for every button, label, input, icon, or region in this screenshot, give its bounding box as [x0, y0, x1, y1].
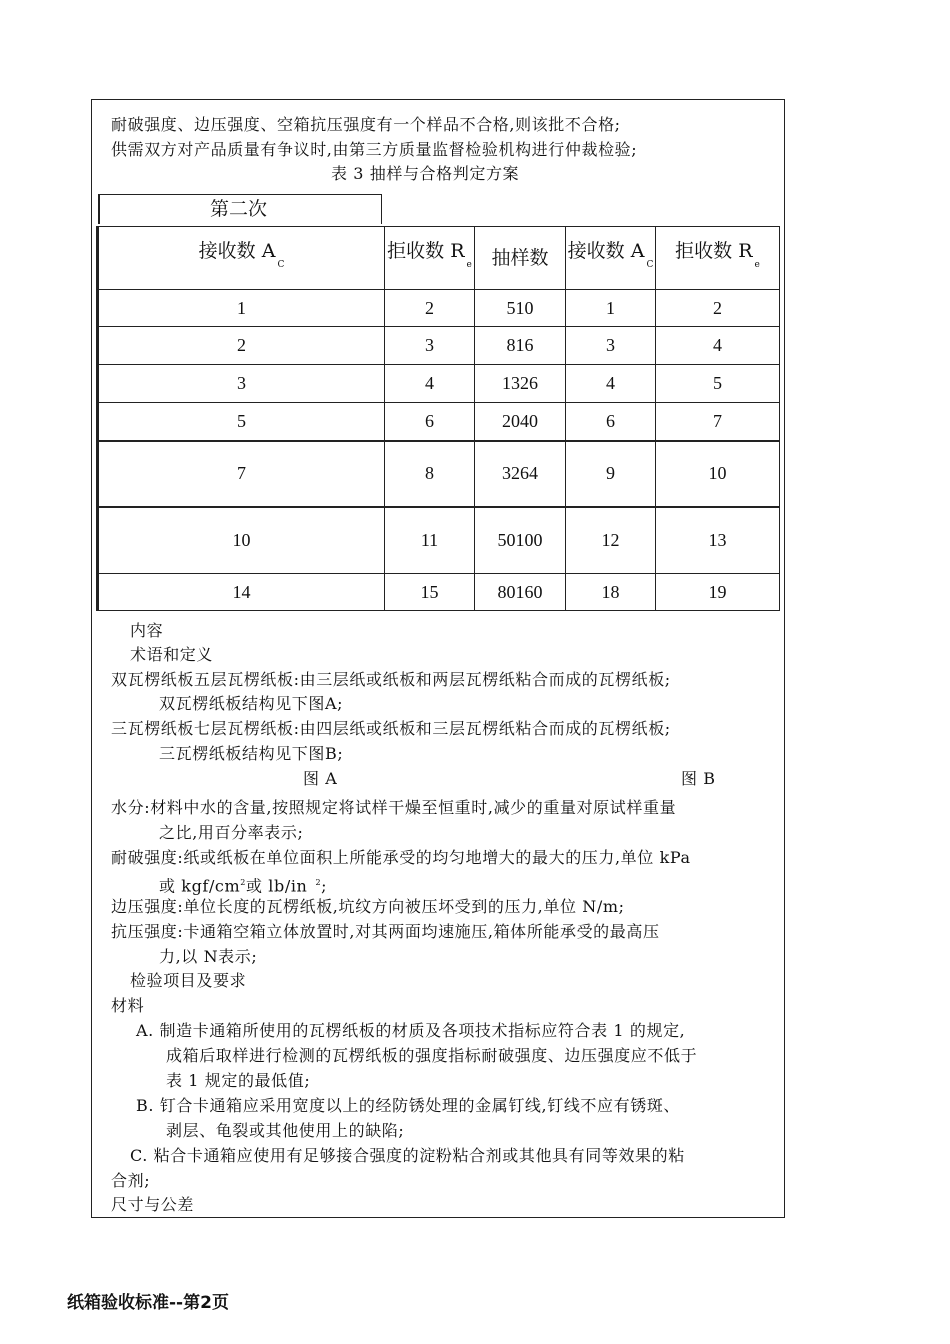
header-cell: 拒收数 $R_e$ [385, 227, 475, 290]
header-cell: 拒收数 $R_e$ [656, 227, 780, 290]
burst-strength-line-1: 耐破强度:纸或纸板在单位面积上所能承受的均匀地增大的最大的压力,单位 kPa [111, 848, 691, 867]
table-row [98, 365, 780, 403]
burst-strength-line-2: 或 kgf/$cm^2$或 lb/in $^2$; [159, 876, 328, 896]
page-footer: 纸箱验收标准--第2页 [67, 1293, 229, 1313]
section-terms: 术语和定义 [130, 645, 214, 664]
table-cell: 510 [475, 290, 566, 327]
moisture-line-2: 之比,用百分率表示; [159, 823, 304, 842]
table-cell: 1326 [475, 365, 566, 403]
table-cell: 816 [475, 327, 566, 365]
table-cell: 1 [98, 290, 385, 327]
table-cell: 18 [566, 574, 656, 611]
table-caption: 表 3 抽样与合格判定方案 [331, 164, 520, 183]
table-cell: 6 [566, 403, 656, 441]
table-cell: 15 [385, 574, 475, 611]
double-flute-figure-ref: 双瓦楞纸板结构见下图A; [159, 694, 344, 713]
header-cell: 抽样数 [475, 227, 566, 290]
section-inspection: 检验项目及要求 [130, 971, 247, 990]
figure-a-label: 图 A [303, 769, 338, 788]
section-dimensions: 尺寸与公差 [111, 1195, 195, 1214]
table-cell: 6 [385, 403, 475, 441]
triple-flute-figure-ref: 三瓦楞纸板结构见下图B; [159, 744, 344, 763]
header-cell: 接收数 $A_C$ [98, 227, 385, 290]
table-cell: 80160 [475, 574, 566, 611]
table-cell: 10 [656, 441, 780, 507]
item-b-line-2: 剥层、龟裂或其他使用上的缺陷; [166, 1121, 405, 1140]
item-c-line-1: C. 粘合卡通箱应使用有足够接合强度的淀粉粘合剂或其他具有同等效果的粘 [130, 1146, 685, 1165]
table-group-label: 第二次 [98, 194, 382, 224]
item-a-line-3: 表 1 规定的最低值; [166, 1071, 311, 1090]
table-cell: 2 [656, 290, 780, 327]
table-cell: 2 [98, 327, 385, 365]
table-cell: 3 [98, 365, 385, 403]
table-cell: 11 [385, 507, 475, 574]
table-cell: 9 [566, 441, 656, 507]
table-row [98, 327, 780, 365]
table-cell: 5 [98, 403, 385, 441]
double-flute-definition: 双瓦楞纸板五层瓦楞纸板:由三层纸或纸板和两层瓦楞纸粘合而成的瓦楞纸板; [111, 670, 671, 689]
table-row [98, 507, 780, 574]
table-cell: 4 [566, 365, 656, 403]
compression-line-2: 力,以 N表示; [159, 947, 258, 966]
section-material: 材料 [111, 996, 145, 1015]
edge-crush-definition: 边压强度:单位长度的瓦楞纸板,坑纹方向被压坏受到的压力,单位 N/m; [111, 897, 625, 916]
table-cell: 8 [385, 441, 475, 507]
table-cell: 2 [385, 290, 475, 327]
item-c-line-2: 合剂; [111, 1171, 151, 1190]
table-row [98, 441, 780, 507]
table-cell: 50100 [475, 507, 566, 574]
sampling-table [96, 226, 780, 611]
intro-line-1: 耐破强度、边压强度、空箱抗压强度有一个样品不合格,则该批不合格; [111, 115, 621, 134]
item-a-line-2: 成箱后取样进行检测的瓦楞纸板的强度指标耐破强度、边压强度应不低于 [166, 1046, 698, 1065]
table-cell: 19 [656, 574, 780, 611]
table-row [98, 290, 780, 327]
table-header-row [98, 227, 780, 290]
table-cell: 4 [656, 327, 780, 365]
item-a-line-1: A. 制造卡通箱所使用的瓦楞纸板的材质及各项技术指标应符合表 1 的规定, [136, 1021, 686, 1040]
table-cell: 7 [656, 403, 780, 441]
table-row [98, 574, 780, 611]
table-cell: 10 [98, 507, 385, 574]
table-cell: 12 [566, 507, 656, 574]
table-cell: 1 [566, 290, 656, 327]
table-cell: 3 [566, 327, 656, 365]
table-cell: 13 [656, 507, 780, 574]
table-cell: 7 [98, 441, 385, 507]
table-cell: 4 [385, 365, 475, 403]
table-row [98, 403, 780, 441]
moisture-line-1: 水分:材料中水的含量,按照规定将试样干燥至恒重时,减少的重量对原试样重量 [111, 798, 677, 817]
figure-b-label: 图 B [681, 769, 716, 788]
table-cell: 3264 [475, 441, 566, 507]
table-cell: 14 [98, 574, 385, 611]
section-content: 内容 [130, 621, 164, 640]
intro-line-2: 供需双方对产品质量有争议时,由第三方质量监督检验机构进行仲裁检验; [111, 140, 638, 159]
table-cell: 2040 [475, 403, 566, 441]
table-cell: 3 [385, 327, 475, 365]
table-cell: 5 [656, 365, 780, 403]
compression-line-1: 抗压强度:卡通箱空箱立体放置时,对其两面均速施压,箱体所能承受的最高压 [111, 922, 660, 941]
item-b-line-1: B. 钉合卡通箱应采用宽度以上的经防锈处理的金属钉线,钉线不应有锈斑、 [136, 1096, 681, 1115]
triple-flute-definition: 三瓦楞纸板七层瓦楞纸板:由四层纸或纸板和三层瓦楞纸粘合而成的瓦楞纸板; [111, 719, 671, 738]
header-cell: 接收数 $A_C$ [566, 227, 656, 290]
